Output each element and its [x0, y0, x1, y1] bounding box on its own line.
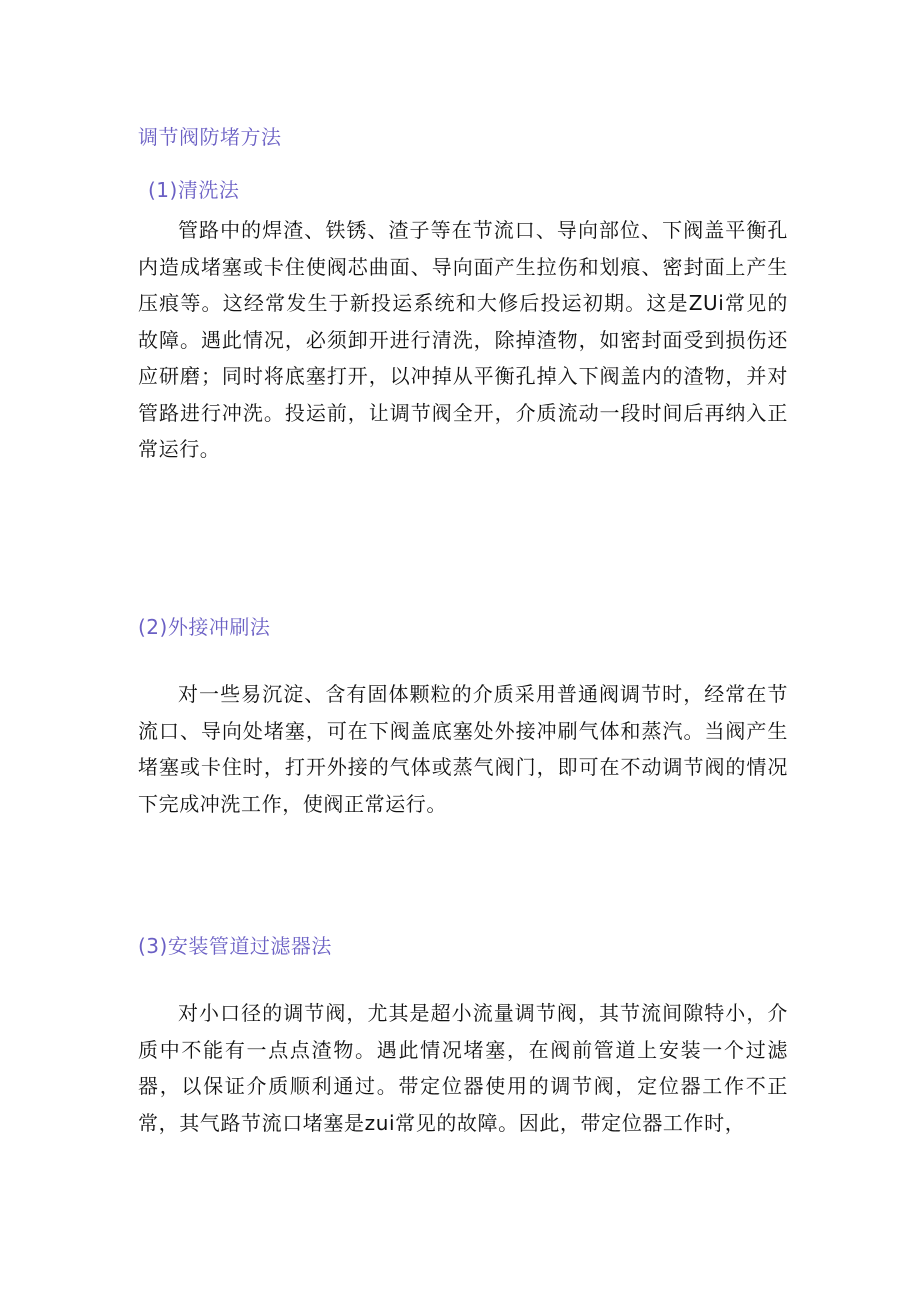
section-3-body: 对小口径的调节阀，尤其是超小流量调节阀，其节流间隙特小，介质中不能有一点点渣物。遇此情况堵塞，在阀前管道上安装一个过滤器，以保证介质顺利通过。带定位器使用的调节阀，定位器工作不正常，其气路节流口堵塞是zui常见的故障。因此，带定位器工作时， — [138, 1001, 788, 1135]
section-1-body: 管路中的焊渣、铁锈、渣子等在节流口、导向部位、下阀盖平衡孔内造成堵塞或卡住使阀芯曲面、导向面产生拉伤和划痕、密封面上产生压痕等。这经常发生于新投运系统和大修后投运初期。这是ZUi常见的故障。遇此情况，必须卸开进行清洗，除掉渣物，如密封面受到损伤还应研磨；同时将底塞打开，以冲掉从平衡孔掉入下阀盖内的渣物，并对管路进行冲洗。投运前，让调节阀全开，介质流动一段时间后再纳入正常运行。 — [138, 218, 788, 461]
document-title: 调节阀防堵方法 — [138, 125, 282, 149]
section-3-heading: (3)安装管道过滤器法 — [138, 934, 332, 958]
section-2-heading: (2)外接冲刷法 — [138, 615, 271, 639]
section-2-body: 对一些易沉淀、含有固体颗粒的介质采用普通阀调节时，经常在节流口、导向处堵塞，可在下阀盖底塞处外接冲刷气体和蒸汽。当阀产生堵塞或卡住时，打开外接的气体或蒸气阀门，即可在不动调节阀的情况下完成冲洗工作，使阀正常运行。 — [138, 682, 788, 816]
section-1-heading: (1)清洗法 — [148, 178, 240, 202]
